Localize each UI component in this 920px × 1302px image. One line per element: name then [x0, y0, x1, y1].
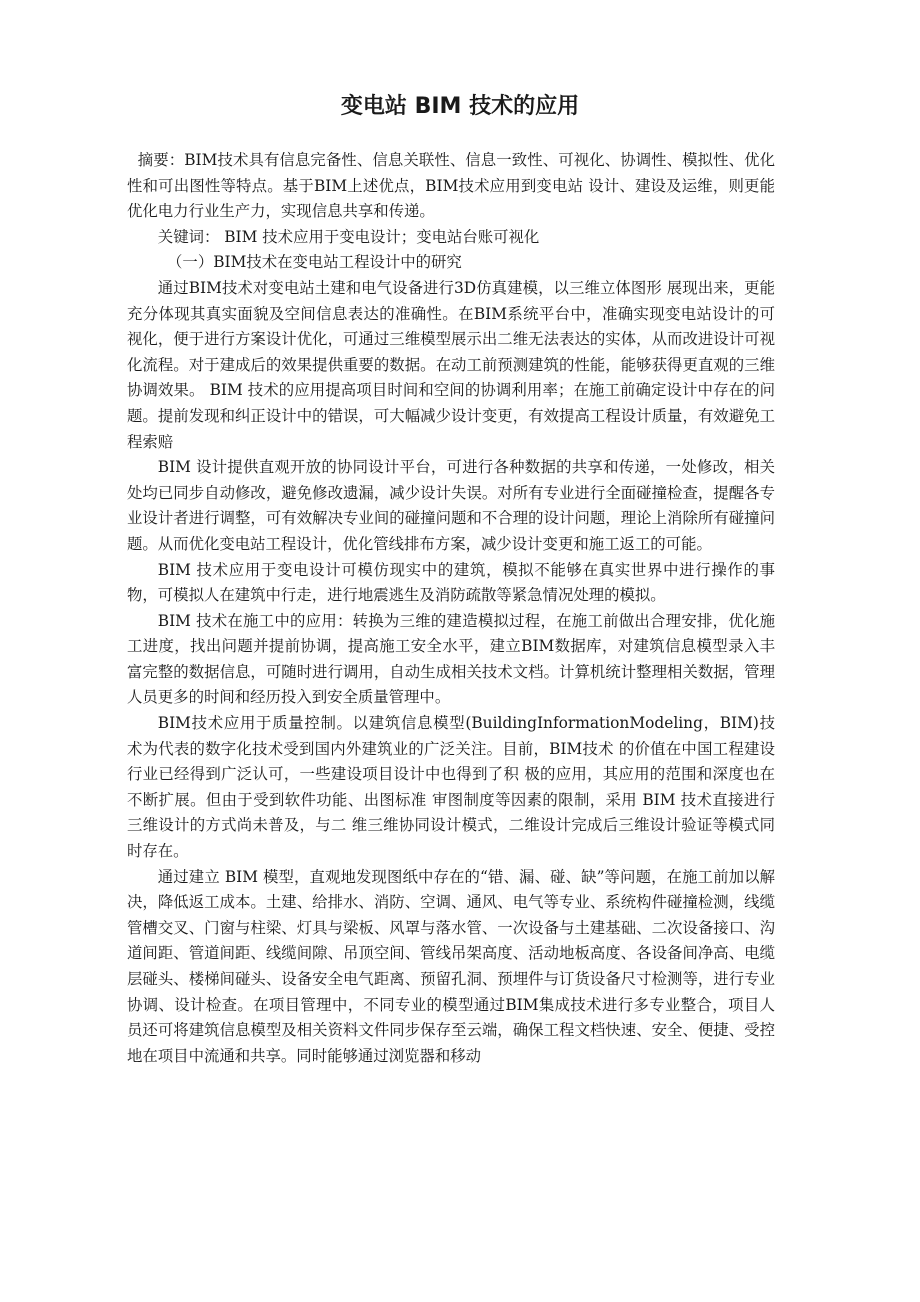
body-paragraph: 通过建立 BIM 模型，直观地发现图纸中存在的“错、漏、碰、缺”等问题，在施工前加以解决，降低返工成本。土建、给排水、消防、空调、通风、电气等专业、系统构件碰撞检测，线缆管槽交叉、门窗与柱梁、灯具与梁板、风罩与落水管、一次设备与土建基础、二次设备接口、沟道间距、管道间距、线缆间隙、吊顶空间、管线吊架高度、活动地板高度、各设备间净高、电缆层碰头、楼梯间碰头、设备安全电气距离、预留孔洞、预埋件与订货设备尺寸检测等，进行专业协调、设计检查。在项目管理中，不同专业的模型通过BIM集成技术进行多专业整合，项目人员还可将建筑信息模型及相关资料文件同步保存至云端，确保工程文档快速、安全、便捷、受控地在项目中流通和共享。同时能够通过浏览器和移动: [127, 867, 775, 1065]
section-heading: （一）BIM技术在变电站工程设计中的研究: [167, 253, 462, 272]
body-paragraph: BIM 技术应用于变电设计可模仿现实中的建筑，模拟不能够在真实世界中进行操作的事物，可模拟人在建筑中行走，进行地震逃生及消防疏散等紧急情况处理的模拟。: [127, 560, 775, 605]
body-paragraph: BIM 技术在施工中的应用：转换为三维的建造模拟过程，在施工前做出合理安排，优化施工进度，找出问题并提前协调，提高施工安全水平，建立BIM数据库，对建筑信息模型录入丰富完整的数据信息，可随时进行调用，自动生成相关技术文档。计算机统计整理相关数据，管理人员更多的时间和经历投入到安全质量管理中。: [127, 611, 775, 707]
body-paragraph: 通过BIM技术对变电站土建和电气设备进行3D仿真建模，以三维立体图形 展现出来，更能充分体现其真实面貌及空间信息表达的准确性。在BIM系统平台中，准确实现变电站设计的可视化，便于进行方案设计优化，可通过三维模型展示出二维无法表达的实体，从而改进设计可视化流程。对于建成后的效果提供重要的数据。在动工前预测建筑的性能，能够获得更直观的三维协调效果。 BIM 技术的应用提高项目时间和空间的协调利用率；在施工前确定设计中存在的问题。提前发现和纠正设计中的错误，可大幅减少设计变更，有效提高工程设计质量，有效避免工程索赔: [127, 278, 775, 451]
body-paragraph: BIM 设计提供直观开放的协同设计平台，可进行各种数据的共享和传递，一处修改，相关处均已同步自动修改，避免修改遗漏，减少设计失误。对所有专业进行全面碰撞检查，提醒各专业设计者进行调整，可有效解决专业间的碰撞问题和不合理的设计问题，理论上消除所有碰撞问题。从而优化变电站工程设计，优化管线排布方案，减少设计变更和施工返工的可能。: [127, 458, 775, 553]
document-title: 变电站 BIM 技术的应用: [340, 94, 580, 119]
document-body: [127, 148, 775, 1069]
keywords-line: 关键词： BIM 技术应用于变电设计；变电站台账可视化: [157, 227, 540, 246]
body-paragraph: BIM技术应用于质量控制。以建筑信息模型(BuildingInformationModeling，BIM)技术为代表的数字化技术受到国内外建筑业的广泛关注。目前，BIM技术 的价值在中国工程建设行业已经得到广泛认可，一些建设项目设计中也得到了积 极的应用，其应用的范围和深度也在不断扩展。但由于受到软件功能、出图标准 审图制度等因素的限制，采用 BIM 技术直接进行三维设计的方式尚未普及，与二 维三维协同设计模式，二维设计完成后三维设计验证等模式同时存在。: [127, 714, 775, 861]
abstract-paragraph: 摘要：BIM技术具有信息完备性、信息关联性、信息一致性、可视化、协调性、模拟性、优化性和可出图性等特点。基于BIM上述优点，BIM技术应用到变电站 设计、建设及运维，则更能优化电力行业生产力，实现信息共享和传递。: [127, 151, 775, 221]
